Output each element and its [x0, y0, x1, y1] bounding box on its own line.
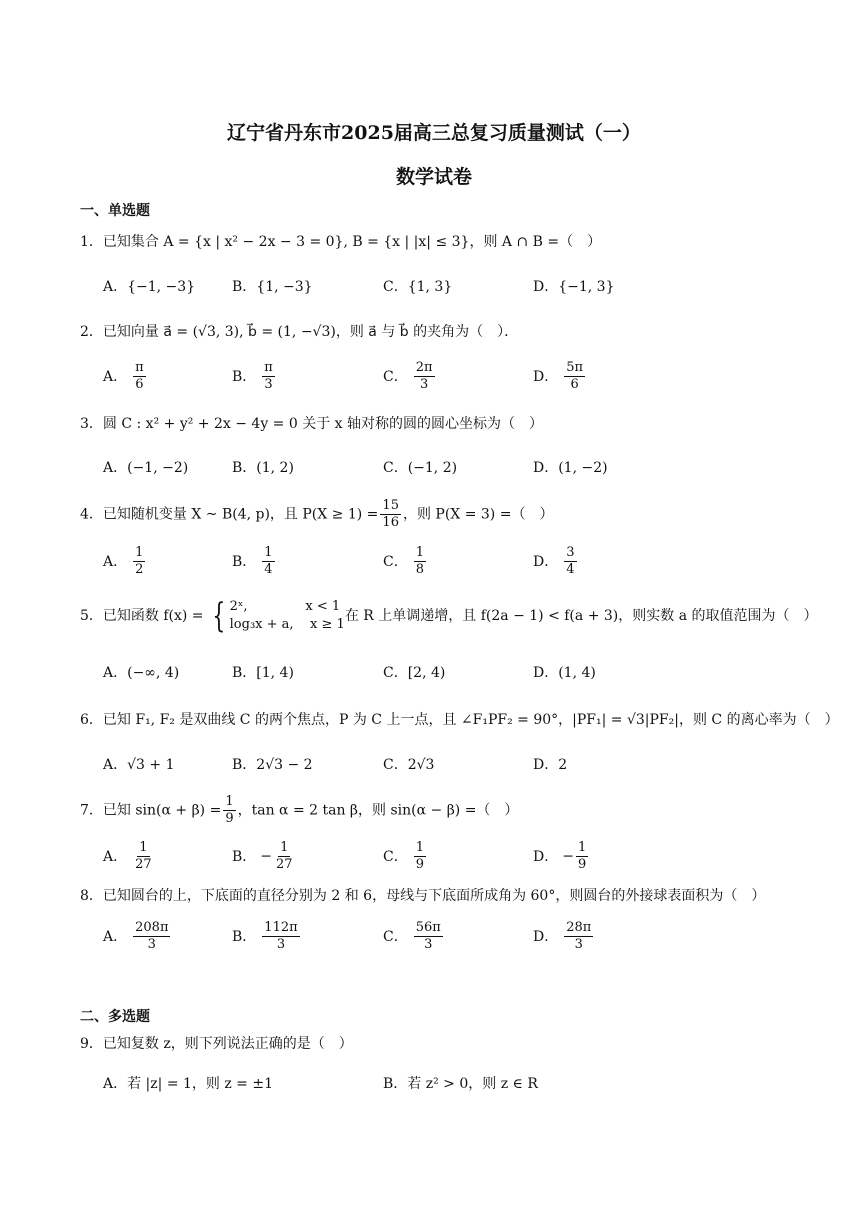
q8-option-d [533, 920, 595, 953]
option-label: D． [533, 553, 559, 570]
q4-option-a [103, 545, 147, 578]
denominator: 4 [566, 562, 575, 577]
denominator: 9 [225, 811, 234, 826]
q6-option-c: C．2√3 [383, 757, 435, 773]
q2-option-c [383, 360, 437, 393]
option-label: A． [103, 928, 128, 945]
page-title: 辽宁省丹东市2025届高三总复习质量测试（一） [227, 122, 641, 144]
fraction [274, 840, 295, 873]
numerator: π [135, 360, 144, 375]
q7-option-b [232, 840, 297, 873]
q2-option-b [232, 360, 277, 393]
numerator: 15 [382, 498, 399, 513]
q8-option-c [383, 920, 445, 953]
fraction [262, 360, 275, 393]
question-8-stem: 8．已知圆台的上，下底面的直径分别为 2 和 6，母线与下底面所成角为 60°，则圆台的外接球表面积为（ ） [80, 888, 766, 904]
piece-row: 2ˣ, x < 1 [229, 599, 341, 614]
option-label: A． [103, 848, 128, 865]
denominator: 3 [264, 377, 273, 392]
numerator: 1 [225, 794, 234, 809]
fraction [133, 545, 145, 578]
q8-option-b [232, 920, 302, 953]
numerator: 1 [415, 840, 424, 855]
option-label: C． [383, 368, 408, 385]
numerator: 1 [415, 545, 424, 560]
fraction [133, 360, 146, 393]
numerator: 3 [566, 545, 575, 560]
page-subtitle: 数学试卷 [395, 166, 472, 188]
question-3-stem: 3．圆 C : x² + y² + 2x − 4y = 0 关于 x 轴对称的圆的圆心坐标为（ ） [80, 416, 544, 432]
fraction [564, 920, 593, 953]
piecewise-function [208, 598, 345, 634]
denominator: 4 [264, 562, 273, 577]
numerator: 112π [264, 920, 298, 935]
option-label: B． [232, 848, 257, 865]
stem-text: 7．已知 sin(α + β) = [80, 802, 222, 819]
q5-option-b: B．[1, 4) [232, 665, 294, 681]
option-label: D． [533, 848, 559, 865]
q1-option-a: A．{−1, −3} [103, 279, 196, 295]
stem-text: ，tan α = 2 tan β，则 sin(α − β) =（ ） [237, 802, 519, 819]
denominator: 6 [135, 377, 144, 392]
fraction [133, 920, 170, 953]
option-label: A． [103, 553, 128, 570]
option-label: B． [232, 553, 257, 570]
q7-option-d [533, 840, 590, 873]
q2-option-a [103, 360, 148, 393]
question-4-stem [80, 498, 798, 531]
q9-option-a: A．若 |z| = 1，则 z = ±1 [103, 1076, 274, 1092]
q5-option-c: C．[2, 4) [383, 665, 446, 681]
denominator: 27 [276, 857, 293, 872]
stem-text: 4．已知随机变量 X ~ B(4, p)，且 P(X ≥ 1) = [80, 506, 379, 523]
q1-option-b: B．{1, −3} [232, 279, 313, 295]
q4-option-d [533, 545, 579, 578]
numerator: π [264, 360, 273, 375]
question-1-stem: 1．已知集合 A = {x | x² − 2x − 3 = 0}, B = {x | |x| ≤ 3}，则 A ∩ B =（ ） [80, 234, 602, 250]
numerator: 208π [135, 920, 169, 935]
fraction [564, 360, 585, 393]
q1-option-c: C．{1, 3} [383, 279, 453, 295]
option-label: D． [533, 928, 559, 945]
q3-option-b: B．(1, 2) [232, 460, 294, 476]
denominator: 3 [424, 937, 433, 952]
minus-sign: − [260, 848, 273, 865]
q8-option-a [103, 920, 172, 953]
q7-option-c [383, 840, 428, 873]
option-label: C． [383, 928, 408, 945]
numerator: 1 [577, 840, 587, 855]
q4-option-b [232, 545, 277, 578]
minus-sign: − [562, 848, 574, 865]
section-single-choice: 一、单选题 [80, 203, 150, 219]
question-2-stem: 2．已知向量 a⃗ = (√3, 3), b⃗ = (1, −√3)，则 a⃗ 与 b⃗ 的夹角为（ ）． [80, 324, 519, 340]
denominator: 3 [276, 937, 286, 952]
stem-text: 在 R 上单调递增，且 f(2a − 1) < f(a + 3)，则实数 a 的取值范围为（ ） [344, 608, 818, 624]
fraction [414, 360, 435, 393]
numerator: 5π [566, 360, 584, 375]
question-5-stem [80, 596, 818, 636]
stem-text: ，则 P(X = 3) =（ ） [402, 506, 554, 523]
q6-option-d: D．2 [533, 757, 568, 773]
fraction [223, 794, 235, 827]
fraction [414, 840, 426, 873]
brace-glyph: { [212, 596, 226, 636]
denominator: 6 [570, 377, 579, 392]
denominator: 9 [577, 857, 587, 872]
q2-option-d [533, 360, 587, 393]
numerator: 1 [135, 545, 144, 560]
fraction [133, 840, 154, 873]
question-7-stem [80, 794, 798, 827]
numerator: 56π [415, 920, 441, 935]
denominator: 16 [382, 515, 399, 530]
denominator: 8 [415, 562, 424, 577]
stem-text: 5．已知函数 f(x) = [80, 608, 204, 624]
fraction [380, 498, 401, 531]
option-label: A． [103, 368, 128, 385]
q4-option-c [383, 545, 428, 578]
denominator: 2 [135, 562, 144, 577]
q7-option-a [103, 840, 156, 873]
numerator: 2π [415, 360, 433, 375]
q5-option-d: D．(1, 4) [533, 665, 596, 681]
q9-option-b: B．若 z² > 0，则 z ∈ R [383, 1076, 538, 1092]
option-label: C． [383, 553, 408, 570]
fraction [414, 920, 443, 953]
q3-option-a: A．(−1, −2) [103, 460, 189, 476]
fraction [414, 545, 426, 578]
fraction [262, 545, 274, 578]
q1-option-d: D．{−1, 3} [533, 279, 615, 295]
denominator: 3 [147, 937, 156, 952]
question-6-stem: 6．已知 F₁, F₂ 是双曲线 C 的两个焦点，P 为 C 上一点，且 ∠F₁PF₂ = 90°，|PF₁| = √3|PF₂|，则 C 的离心率为（ ） [80, 712, 839, 728]
numerator: 1 [139, 840, 148, 855]
option-label: B． [232, 928, 257, 945]
q6-option-a: A．√3 + 1 [103, 757, 175, 773]
fraction [576, 840, 588, 873]
q3-option-d: D．(1, −2) [533, 460, 608, 476]
fraction [564, 545, 576, 578]
numerator: 1 [264, 545, 273, 560]
numerator: 28π [566, 920, 592, 935]
denominator: 3 [574, 937, 583, 952]
denominator: 9 [415, 857, 424, 872]
option-label: C． [383, 848, 408, 865]
option-label: D． [533, 368, 559, 385]
denominator: 3 [419, 377, 429, 392]
q3-option-c: C．(−1, 2) [383, 460, 458, 476]
fraction [262, 920, 299, 953]
section-multiple-choice: 二、多选题 [80, 1009, 150, 1025]
piece-row: log₃x + a, x ≥ 1 [229, 617, 345, 632]
q6-option-b: B．2√3 − 2 [232, 757, 313, 773]
numerator: 1 [280, 840, 289, 855]
option-label: B． [232, 368, 257, 385]
q5-option-a: A．(−∞, 4) [103, 665, 180, 681]
denominator: 27 [135, 857, 152, 872]
question-9-stem: 9．已知复数 z，则下列说法正确的是（ ） [80, 1036, 353, 1052]
